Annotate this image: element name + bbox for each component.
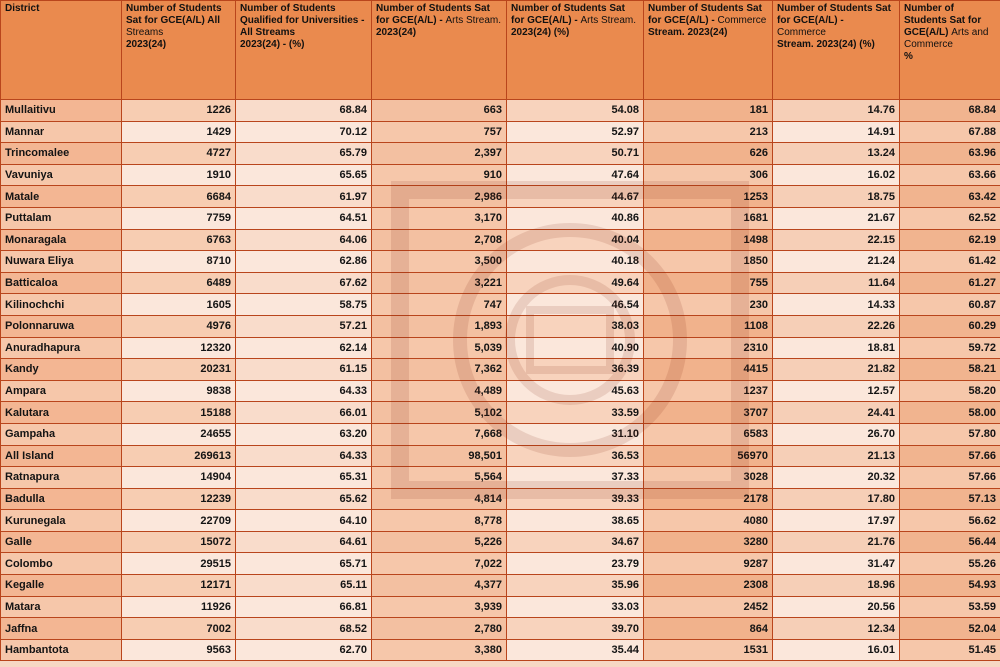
value-cell: 36.39	[507, 359, 644, 381]
district-name-cell: Galle	[1, 531, 122, 553]
value-cell: 11.64	[773, 272, 900, 294]
value-cell: 38.03	[507, 315, 644, 337]
value-cell: 16.02	[773, 164, 900, 186]
value-cell: 4,377	[372, 575, 507, 597]
district-name-cell: Matara	[1, 596, 122, 618]
table-row	[1, 229, 1000, 251]
value-cell: 68.84	[900, 100, 1000, 122]
value-cell: 11926	[122, 596, 236, 618]
value-cell: 2308	[644, 575, 773, 597]
district-name-cell: Mullaitivu	[1, 100, 122, 122]
value-cell: 31.10	[507, 423, 644, 445]
value-cell: 2,397	[372, 143, 507, 165]
district-name-cell: Kandy	[1, 359, 122, 381]
value-cell: 3280	[644, 531, 773, 553]
value-cell: 757	[372, 121, 507, 143]
value-cell: 7002	[122, 618, 236, 640]
value-cell: 57.80	[900, 423, 1000, 445]
column-header-5	[644, 1, 773, 100]
table-row	[1, 467, 1000, 489]
value-cell: 58.00	[900, 402, 1000, 424]
value-cell: 67.88	[900, 121, 1000, 143]
value-cell: 29515	[122, 553, 236, 575]
value-cell: 21.76	[773, 531, 900, 553]
column-header-tail: 2023(24)	[126, 39, 167, 50]
value-cell: 64.06	[236, 229, 372, 251]
value-cell: 67.62	[236, 272, 372, 294]
value-cell: 14904	[122, 467, 236, 489]
value-cell: 1,893	[372, 315, 507, 337]
value-cell: 18.81	[773, 337, 900, 359]
value-cell: 22.26	[773, 315, 900, 337]
value-cell: 20231	[122, 359, 236, 381]
value-cell: 40.90	[507, 337, 644, 359]
table-row	[1, 121, 1000, 143]
value-cell: 306	[644, 164, 773, 186]
value-cell: 44.67	[507, 186, 644, 208]
value-cell: 21.82	[773, 359, 900, 381]
value-cell: 4080	[644, 510, 773, 532]
value-cell: 4,489	[372, 380, 507, 402]
district-name-cell: Batticaloa	[1, 272, 122, 294]
value-cell: 18.75	[773, 186, 900, 208]
value-cell: 50.71	[507, 143, 644, 165]
table-row	[1, 423, 1000, 445]
value-cell: 54.08	[507, 100, 644, 122]
value-cell: 7,022	[372, 553, 507, 575]
value-cell: 22.15	[773, 229, 900, 251]
value-cell: 1253	[644, 186, 773, 208]
value-cell: 1108	[644, 315, 773, 337]
value-cell: 20.56	[773, 596, 900, 618]
value-cell: 21.67	[773, 207, 900, 229]
value-cell: 66.81	[236, 596, 372, 618]
table-row	[1, 402, 1000, 424]
district-name-cell: Puttalam	[1, 207, 122, 229]
table-body	[1, 100, 1000, 661]
value-cell: 3707	[644, 402, 773, 424]
value-cell: 1226	[122, 100, 236, 122]
value-cell: 57.21	[236, 315, 372, 337]
value-cell: 57.66	[900, 467, 1000, 489]
table-row	[1, 186, 1000, 208]
value-cell: 33.03	[507, 596, 644, 618]
value-cell: 17.80	[773, 488, 900, 510]
value-cell: 6684	[122, 186, 236, 208]
value-cell: 269613	[122, 445, 236, 467]
value-cell: 65.79	[236, 143, 372, 165]
column-header-7	[900, 1, 1000, 100]
value-cell: 39.70	[507, 618, 644, 640]
value-cell: 24.41	[773, 402, 900, 424]
value-cell: 8,778	[372, 510, 507, 532]
value-cell: 37.33	[507, 467, 644, 489]
value-cell: 8710	[122, 251, 236, 273]
value-cell: 7,362	[372, 359, 507, 381]
value-cell: 23.79	[507, 553, 644, 575]
column-header-tail: 2023(24) (%)	[511, 27, 570, 38]
value-cell: 62.86	[236, 251, 372, 273]
value-cell: 12320	[122, 337, 236, 359]
value-cell: 65.62	[236, 488, 372, 510]
district-name-cell: Vavuniya	[1, 164, 122, 186]
value-cell: 6583	[644, 423, 773, 445]
column-header-sub: Arts and Commerce	[904, 27, 989, 50]
value-cell: 1498	[644, 229, 773, 251]
value-cell: 62.52	[900, 207, 1000, 229]
column-header-3	[372, 1, 507, 100]
value-cell: 181	[644, 100, 773, 122]
column-header-6	[773, 1, 900, 100]
value-cell: 2310	[644, 337, 773, 359]
value-cell: 7759	[122, 207, 236, 229]
value-cell: 910	[372, 164, 507, 186]
value-cell: 2178	[644, 488, 773, 510]
column-header-tail: 2023(24)	[376, 27, 417, 38]
value-cell: 52.04	[900, 618, 1000, 640]
value-cell: 66.01	[236, 402, 372, 424]
value-cell: 33.59	[507, 402, 644, 424]
value-cell: 62.14	[236, 337, 372, 359]
value-cell: 2,986	[372, 186, 507, 208]
value-cell: 15072	[122, 531, 236, 553]
value-cell: 64.51	[236, 207, 372, 229]
column-header-main: Number of Students Sat for GCE(A/L) -	[648, 3, 762, 26]
value-cell: 3028	[644, 467, 773, 489]
value-cell: 663	[372, 100, 507, 122]
column-header-sub: Commerce	[777, 27, 826, 38]
column-header-main: Number of Students Sat for GCE(A/L)	[904, 3, 982, 38]
table-row	[1, 251, 1000, 273]
table-row	[1, 510, 1000, 532]
value-cell: 47.64	[507, 164, 644, 186]
value-cell: 64.33	[236, 445, 372, 467]
table-row	[1, 207, 1000, 229]
district-name-cell: All Island	[1, 445, 122, 467]
value-cell: 56970	[644, 445, 773, 467]
value-cell: 40.04	[507, 229, 644, 251]
value-cell: 14.33	[773, 294, 900, 316]
column-header-main: Number of Students Sat for GCE(A/L) -	[376, 3, 490, 26]
value-cell: 21.13	[773, 445, 900, 467]
value-cell: 3,221	[372, 272, 507, 294]
value-cell: 17.97	[773, 510, 900, 532]
table-row	[1, 445, 1000, 467]
column-header-sub: Streams	[126, 27, 164, 38]
value-cell: 54.93	[900, 575, 1000, 597]
value-cell: 61.15	[236, 359, 372, 381]
table-row	[1, 531, 1000, 553]
value-cell: 12171	[122, 575, 236, 597]
table-row	[1, 272, 1000, 294]
value-cell: 3,500	[372, 251, 507, 273]
column-header-sub: Commerce	[717, 15, 767, 26]
value-cell: 1910	[122, 164, 236, 186]
value-cell: 21.24	[773, 251, 900, 273]
table-row	[1, 488, 1000, 510]
value-cell: 65.71	[236, 553, 372, 575]
value-cell: 5,039	[372, 337, 507, 359]
value-cell: 864	[644, 618, 773, 640]
column-header-2	[236, 1, 372, 100]
table-row	[1, 164, 1000, 186]
value-cell: 6489	[122, 272, 236, 294]
value-cell: 12.57	[773, 380, 900, 402]
value-cell: 65.11	[236, 575, 372, 597]
value-cell: 63.20	[236, 423, 372, 445]
district-name-cell: Gampaha	[1, 423, 122, 445]
value-cell: 7,668	[372, 423, 507, 445]
district-name-cell: Matale	[1, 186, 122, 208]
district-name-cell: Kegalle	[1, 575, 122, 597]
column-header-main: Number of Students Qualified for Universities - All Streams	[240, 3, 365, 38]
value-cell: 4,814	[372, 488, 507, 510]
value-cell: 13.24	[773, 143, 900, 165]
column-header-sub: Arts Stream.	[445, 15, 502, 26]
value-cell: 5,564	[372, 467, 507, 489]
value-cell: 56.44	[900, 531, 1000, 553]
district-name-cell: Ampara	[1, 380, 122, 402]
district-name-cell: Monaragala	[1, 229, 122, 251]
value-cell: 61.27	[900, 272, 1000, 294]
table-row	[1, 359, 1000, 381]
value-cell: 40.18	[507, 251, 644, 273]
value-cell: 63.42	[900, 186, 1000, 208]
value-cell: 18.96	[773, 575, 900, 597]
table-row	[1, 337, 1000, 359]
value-cell: 64.10	[236, 510, 372, 532]
value-cell: 755	[644, 272, 773, 294]
column-header-tail: %	[904, 51, 913, 62]
value-cell: 1850	[644, 251, 773, 273]
value-cell: 9287	[644, 553, 773, 575]
column-header-sub: Arts Stream.	[580, 15, 637, 26]
value-cell: 1681	[644, 207, 773, 229]
value-cell: 68.52	[236, 618, 372, 640]
table-row	[1, 380, 1000, 402]
value-cell: 62.19	[900, 229, 1000, 251]
district-name-cell: Badulla	[1, 488, 122, 510]
value-cell: 53.59	[900, 596, 1000, 618]
table-row	[1, 618, 1000, 640]
value-cell: 31.47	[773, 553, 900, 575]
column-header-4	[507, 1, 644, 100]
value-cell: 35.96	[507, 575, 644, 597]
value-cell: 61.42	[900, 251, 1000, 273]
value-cell: 63.66	[900, 164, 1000, 186]
value-cell: 64.61	[236, 531, 372, 553]
value-cell: 14.76	[773, 100, 900, 122]
value-cell: 55.26	[900, 553, 1000, 575]
value-cell: 58.20	[900, 380, 1000, 402]
column-header-main: District	[5, 3, 40, 14]
value-cell: 46.54	[507, 294, 644, 316]
value-cell: 626	[644, 143, 773, 165]
column-header-main: Number of Students Sat for GCE(A/L) -	[511, 3, 625, 26]
district-name-cell: Anuradhapura	[1, 337, 122, 359]
value-cell: 15188	[122, 402, 236, 424]
value-cell: 64.33	[236, 380, 372, 402]
table-row	[1, 315, 1000, 337]
value-cell: 51.45	[900, 639, 1000, 661]
table-row	[1, 143, 1000, 165]
value-cell: 3,170	[372, 207, 507, 229]
district-name-cell: Mannar	[1, 121, 122, 143]
value-cell: 20.32	[773, 467, 900, 489]
table-row	[1, 575, 1000, 597]
value-cell: 9563	[122, 639, 236, 661]
value-cell: 4727	[122, 143, 236, 165]
value-cell: 2,780	[372, 618, 507, 640]
value-cell: 2,708	[372, 229, 507, 251]
value-cell: 4415	[644, 359, 773, 381]
table-row	[1, 639, 1000, 661]
value-cell: 1531	[644, 639, 773, 661]
value-cell: 98,501	[372, 445, 507, 467]
value-cell: 230	[644, 294, 773, 316]
value-cell: 65.65	[236, 164, 372, 186]
value-cell: 38.65	[507, 510, 644, 532]
value-cell: 34.67	[507, 531, 644, 553]
value-cell: 5,102	[372, 402, 507, 424]
value-cell: 12.34	[773, 618, 900, 640]
value-cell: 39.33	[507, 488, 644, 510]
value-cell: 3,939	[372, 596, 507, 618]
district-name-cell: Trincomalee	[1, 143, 122, 165]
value-cell: 22709	[122, 510, 236, 532]
value-cell: 60.87	[900, 294, 1000, 316]
value-cell: 58.75	[236, 294, 372, 316]
value-cell: 61.97	[236, 186, 372, 208]
value-cell: 2452	[644, 596, 773, 618]
value-cell: 70.12	[236, 121, 372, 143]
value-cell: 1605	[122, 294, 236, 316]
value-cell: 68.84	[236, 100, 372, 122]
value-cell: 24655	[122, 423, 236, 445]
value-cell: 5,226	[372, 531, 507, 553]
column-header-1	[122, 1, 236, 100]
value-cell: 747	[372, 294, 507, 316]
value-cell: 36.53	[507, 445, 644, 467]
value-cell: 16.01	[773, 639, 900, 661]
table-row	[1, 100, 1000, 122]
table-row	[1, 553, 1000, 575]
value-cell: 3,380	[372, 639, 507, 661]
column-header-tail: Stream. 2023(24) (%)	[777, 39, 875, 50]
district-name-cell: Colombo	[1, 553, 122, 575]
value-cell: 62.70	[236, 639, 372, 661]
value-cell: 1237	[644, 380, 773, 402]
value-cell: 12239	[122, 488, 236, 510]
table-row	[1, 596, 1000, 618]
value-cell: 60.29	[900, 315, 1000, 337]
value-cell: 213	[644, 121, 773, 143]
value-cell: 35.44	[507, 639, 644, 661]
table-header-row	[1, 1, 1000, 100]
value-cell: 26.70	[773, 423, 900, 445]
value-cell: 45.63	[507, 380, 644, 402]
column-header-main: Number of Students Sat for GCE(A/L) All	[126, 3, 222, 26]
value-cell: 58.21	[900, 359, 1000, 381]
value-cell: 14.91	[773, 121, 900, 143]
value-cell: 63.96	[900, 143, 1000, 165]
value-cell: 59.72	[900, 337, 1000, 359]
district-name-cell: Kurunegala	[1, 510, 122, 532]
column-header-tail: Stream. 2023(24)	[648, 27, 728, 38]
value-cell: 65.31	[236, 467, 372, 489]
value-cell: 49.64	[507, 272, 644, 294]
column-header-main: Number of Students Sat for GCE(A/L) -	[777, 3, 891, 26]
value-cell: 1429	[122, 121, 236, 143]
district-name-cell: Jaffna	[1, 618, 122, 640]
district-name-cell: Kilinochchi	[1, 294, 122, 316]
value-cell: 40.86	[507, 207, 644, 229]
value-cell: 4976	[122, 315, 236, 337]
district-name-cell: Polonnaruwa	[1, 315, 122, 337]
column-header-tail: 2023(24) - (%)	[240, 39, 305, 50]
district-name-cell: Kalutara	[1, 402, 122, 424]
value-cell: 9838	[122, 380, 236, 402]
district-name-cell: Hambantota	[1, 639, 122, 661]
value-cell: 56.62	[900, 510, 1000, 532]
value-cell: 57.13	[900, 488, 1000, 510]
value-cell: 52.97	[507, 121, 644, 143]
district-name-cell: Ratnapura	[1, 467, 122, 489]
table-row	[1, 294, 1000, 316]
value-cell: 6763	[122, 229, 236, 251]
column-header-0	[1, 1, 122, 100]
district-name-cell: Nuwara Eliya	[1, 251, 122, 273]
value-cell: 57.66	[900, 445, 1000, 467]
